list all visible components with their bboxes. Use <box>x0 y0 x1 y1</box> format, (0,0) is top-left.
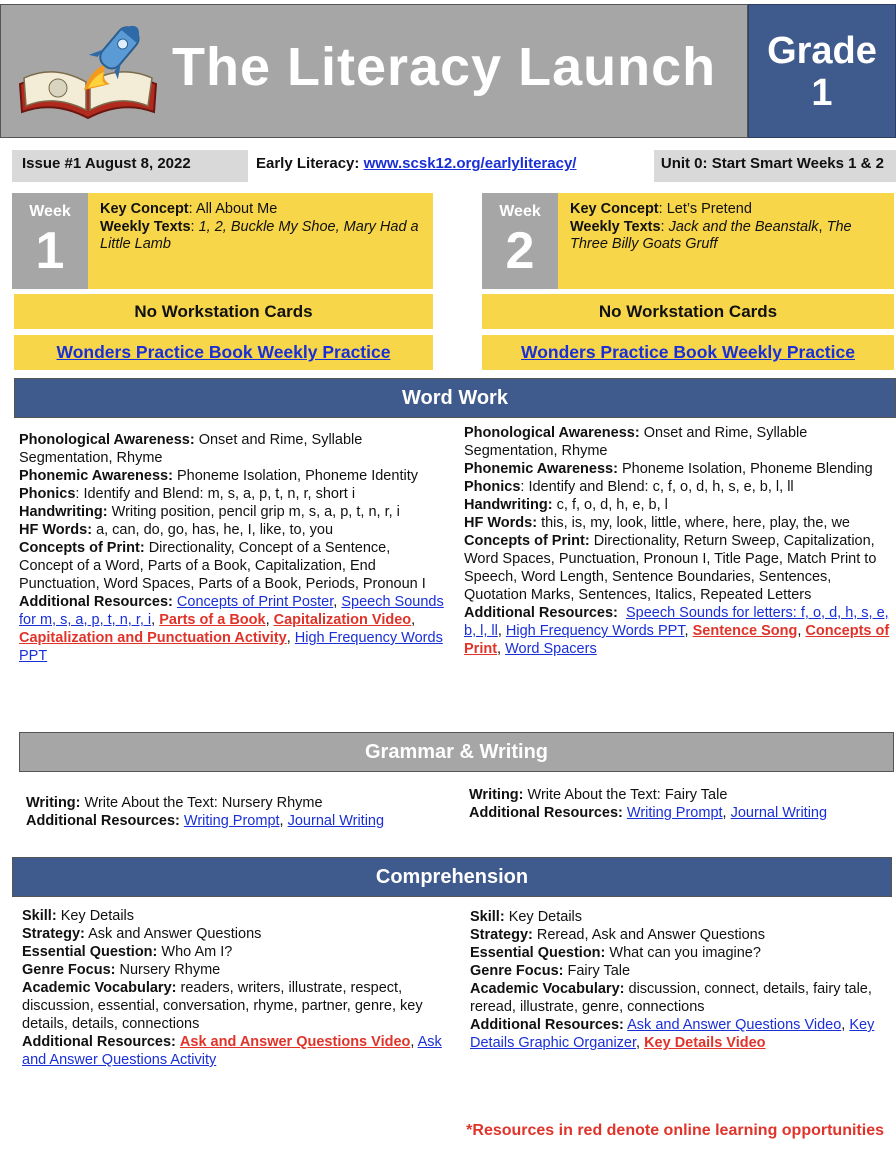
resource-link[interactable]: High Frequency Words PPT <box>19 630 443 664</box>
skill-text: Key Details <box>508 909 583 925</box>
weekly-text-a: Jack and the Beanstalk <box>668 218 819 235</box>
writing-prompt-link[interactable]: Writing Prompt <box>626 805 723 821</box>
resource-link[interactable]: Speech Sounds for letters: f, o, d, h, s, e, b, l, ll <box>464 605 889 639</box>
journal-writing-link[interactable]: Journal Writing <box>287 813 385 829</box>
phonemic-text: Phoneme Isolation, Phoneme Identity <box>176 468 418 484</box>
weekly-texts-label: Weekly Texts <box>100 218 191 235</box>
online-resource-link[interactable]: Capitalization and Punctuation Activity <box>19 630 287 646</box>
handwriting-label: Handwriting: <box>19 504 108 520</box>
essential-question-label: Essential Question: <box>22 944 158 960</box>
unit-label: Unit 0: Start Smart Weeks 1 & 2 <box>660 155 884 172</box>
writing-label: Writing: <box>26 795 81 811</box>
journal-writing-link[interactable]: Journal Writing <box>730 805 828 821</box>
resources-label: Additional Resources: <box>469 805 623 821</box>
concepts-of-print-label: Concepts of Print: <box>464 533 590 549</box>
week-1-practice-bar <box>14 335 433 370</box>
week-1-concept: Key Concept: All About Me Weekly Texts: 1, 2, Buckle My Shoe, Mary Had a Little Lamb <box>88 193 433 289</box>
concepts-of-print-label: Concepts of Print: <box>19 540 145 556</box>
phonemic-label: Phonemic Awareness: <box>19 468 173 484</box>
key-concept: All About Me <box>195 201 278 217</box>
online-resource-link[interactable]: Capitalization Video <box>273 612 412 628</box>
strategy-text: Ask and Answer Questions <box>88 926 262 942</box>
key-concept-label: Key Concept <box>100 201 189 217</box>
early-literacy-link[interactable]: www.scsk12.org/earlyliteracy/ <box>363 155 577 172</box>
grade-box <box>748 4 896 138</box>
week-number: 2 <box>505 222 535 280</box>
writing-text: Write About the Text: Nursery Rhyme <box>84 795 323 811</box>
vocabulary-text: discussion, connect, details, fairy tale, reread, illustrate, genre, connections <box>470 981 872 1015</box>
week-2-practice-link[interactable]: Wonders Practice Book Weekly Practice <box>521 342 855 362</box>
phonological-text: Onset and Rime, Syllable Segmentation, Rhyme <box>464 425 808 459</box>
resources-label: Additional Resources: <box>26 813 180 829</box>
online-resource-link[interactable]: Ask and Answer Questions Video <box>179 1034 411 1050</box>
handwriting-text: Writing position, pencil grip m, s, a, p, t, n, r, i <box>111 504 400 520</box>
skill-label: Skill: <box>22 908 57 924</box>
phonemic-label: Phonemic Awareness: <box>464 461 618 477</box>
key-concept: Let’s Pretend <box>666 201 752 217</box>
skill-text: Key Details <box>60 908 135 924</box>
concepts-of-print-text: Directionality, Return Sweep, Capitalization, Word Spaces, Punctuation, Pronoun I, Title Page, Match Print to Speech, Word Length, Sentence Boundaries, Sentences, Quotation Marks, Sentences, Italics, Repeated Letters <box>464 533 877 603</box>
week-1-practice-link[interactable]: Wonders Practice Book Weekly Practice <box>56 342 391 362</box>
week-1-badge <box>12 193 88 289</box>
grade-number: 1 <box>811 72 833 114</box>
comprehension-heading: Comprehension <box>12 857 892 897</box>
week-number: 1 <box>35 222 65 280</box>
online-resource-link[interactable]: Parts of a Book <box>159 612 266 628</box>
weekly-text-b: The Three Billy Goats Gruff <box>570 218 852 252</box>
hf-words-text: a, can, do, go, has, he, I, like, to, you <box>96 522 334 538</box>
hf-words-text: this, is, my, look, little, where, here, play, the, we <box>541 515 850 531</box>
resources-label: Additional Resources: <box>464 605 618 621</box>
hf-words-label: HF Words: <box>464 515 538 531</box>
online-resource-link[interactable]: Concepts of Print <box>464 623 890 657</box>
phonological-label: Phonological Awareness: <box>464 425 640 441</box>
grade-label: Grade <box>767 30 877 72</box>
phonics-text: : Identify and Blend: m, s, a, p, t, n, r, short i <box>75 486 356 502</box>
word-work-week-2: Phonological Awareness: Onset and Rime, Syllable Segmentation, Rhyme Phonemic Awareness: Phoneme Isolation, Phoneme Blending Phonics: Identify and Blend: c, f, o, d, h, s, e, b, l, ll Handwriting: c, f, o, d, h, e, b, l HF Words: this, is, my, look, little, where, here, play, the, we Concepts of Print: Directionality, Return Sweep, Capitalization, Word Spaces, Punctuation, Pronoun I, Title Page, Match Print to Speech, Word Length, Sentence Boundaries, Sentences, Quotation Marks, Sentences, Italics, Repeated Letters Additional Resources: Speech Sounds for letters: f, o, d, h, s, e, b, l, ll, High Frequency Words PPT, Sentence Song, Concepts of Print, Word Spacers <box>464 425 890 657</box>
resource-link[interactable]: Concepts of Print Poster <box>176 594 334 610</box>
resource-link[interactable]: Speech Sounds for m, s, a, p, t, n, r, i <box>19 594 444 628</box>
writing-prompt-link[interactable]: Writing Prompt <box>183 813 280 829</box>
writing-label: Writing: <box>469 787 524 803</box>
info-bar <box>12 150 896 182</box>
word-work-heading: Word Work <box>14 378 896 418</box>
weekly-texts: 1, 2, Buckle My Shoe, Mary Had a Little Lamb <box>100 218 419 252</box>
phonics-text: : Identify and Blend: c, f, o, d, h, s, e, b, l, ll <box>520 479 794 495</box>
resource-link[interactable]: Ask and Answer Questions Video <box>627 1017 842 1033</box>
early-literacy-label: Early Literacy: <box>256 155 360 172</box>
strategy-label: Strategy: <box>22 926 85 942</box>
resource-link[interactable]: Word Spacers <box>505 641 597 657</box>
writing-text: Write About the Text: Fairy Tale <box>527 787 728 803</box>
issue-date: Issue #1 August 8, 2022 <box>22 155 191 172</box>
week-label: Week <box>29 203 71 220</box>
key-concept-label: Key Concept <box>570 201 659 217</box>
vocabulary-label: Academic Vocabulary: <box>470 981 625 997</box>
grammar-week-1: Writing: Write About the Text: Nursery Rhyme Additional Resources: Writing Prompt, Journal Writing <box>26 795 385 829</box>
grammar-writing-heading: Grammar & Writing <box>19 732 894 772</box>
online-resource-link[interactable]: Sentence Song <box>692 623 798 639</box>
resources-label: Additional Resources: <box>22 1034 176 1050</box>
week-2-concept: Key Concept: Let’s Pretend Weekly Texts: Jack and the Beanstalk, The Three Billy Goats Gruff <box>558 193 894 289</box>
essential-question-text: Who Am I? <box>161 944 233 960</box>
skill-label: Skill: <box>470 909 505 925</box>
essential-question-label: Essential Question: <box>470 945 606 961</box>
early-literacy-line <box>256 155 576 172</box>
genre-label: Genre Focus: <box>22 962 116 978</box>
resource-link[interactable]: Ask and Answer Questions Activity <box>22 1034 442 1068</box>
footnote: *Resources in red denote online learning opportunities <box>466 1122 884 1139</box>
resource-link[interactable]: Key Details Graphic Organizer <box>470 1017 875 1051</box>
grammar-week-2: Writing: Write About the Text: Fairy Tale Additional Resources: Writing Prompt, Journal Writing <box>469 787 828 821</box>
comprehension-week-1: Skill: Key Details Strategy: Ask and Answer Questions Essential Question: Who Am I? Genre Focus: Nursery Rhyme Academic Vocabulary: readers, writers, illustrate, respect, discussion, essential, conversation, rhyme, partner, genre, key details, details, connections Additional Resources: Ask and Answer Questions Video, Ask and Answer Questions Activity <box>22 908 442 1068</box>
rocket-book-icon <box>14 14 160 136</box>
essential-question-text: What can you imagine? <box>609 945 761 961</box>
comprehension-week-2: Skill: Key Details Strategy: Reread, Ask and Answer Questions Essential Question: What can you imagine? Genre Focus: Fairy Tale Academic Vocabulary: discussion, connect, details, fairy tale, reread, illustrate, genre, connections Additional Resources: Ask and Answer Questions Video, Key Details Graphic Organizer, Key Details Video <box>470 909 875 1051</box>
week-1-workstation: No Workstation Cards <box>14 294 433 329</box>
handwriting-text: c, f, o, d, h, e, b, l <box>556 497 668 513</box>
vocabulary-label: Academic Vocabulary: <box>22 980 177 996</box>
phonological-label: Phonological Awareness: <box>19 432 195 448</box>
phonics-label: Phonics <box>464 479 521 495</box>
week-2-workstation: No Workstation Cards <box>482 294 894 329</box>
handwriting-label: Handwriting: <box>464 497 553 513</box>
strategy-label: Strategy: <box>470 927 533 943</box>
strategy-text: Reread, Ask and Answer Questions <box>536 927 765 943</box>
phonemic-text: Phoneme Isolation, Phoneme Blending <box>621 461 873 477</box>
word-work-week-1: Phonological Awareness: Onset and Rime, Syllable Segmentation, Rhyme Phonemic Awareness: Phoneme Isolation, Phoneme Identity Phonics: Identify and Blend: m, s, a, p, t, n, r, short i Handwriting: Writing position, pencil grip m, s, a, p, t, n, r, i HF Words: a, can, do, go, has, he, I, like, to, you Concepts of Print: Directionality, Concept of a Sentence, Concept of a Word, Parts of a Book, Capitalization, End Punctuation, Word Spaces, Parts of a Book, Periods, Pronoun I Additional Resources: Concepts of Print Poster, Speech Sounds for m, s, a, p, t, n, r, i, Parts of a Book, Capitalization Video, Capitalization and Punctuation Activity, High Frequency Words PPT <box>19 432 444 664</box>
phonological-text: Onset and Rime, Syllable Segmentation, Rhyme <box>19 432 363 466</box>
vocabulary-text: readers, writers, illustrate, respect, discussion, essential, conversation, rhyme, partner, genre, key details, details, connections <box>22 980 423 1032</box>
week-2-badge <box>482 193 558 289</box>
genre-text: Fairy Tale <box>567 963 631 979</box>
week-label: Week <box>499 203 541 220</box>
online-resource-link[interactable]: Key Details Video <box>644 1035 766 1051</box>
resources-label: Additional Resources: <box>19 594 173 610</box>
genre-label: Genre Focus: <box>470 963 564 979</box>
concepts-of-print-text: Directionality, Concept of a Sentence, Concept of a Word, Parts of a Book, Capitalization, End Punctuation, Word Spaces, Parts of a Book, Periods, Pronoun I <box>19 540 426 592</box>
phonics-label: Phonics <box>19 486 76 502</box>
week-2-practice-bar <box>482 335 894 370</box>
genre-text: Nursery Rhyme <box>119 962 221 978</box>
resource-link[interactable]: High Frequency Words PPT <box>505 623 685 639</box>
hf-words-label: HF Words: <box>19 522 93 538</box>
weekly-texts-label: Weekly Texts <box>570 218 661 235</box>
resources-label: Additional Resources: <box>470 1017 624 1033</box>
newsletter-title: The Literacy Launch <box>172 37 717 97</box>
